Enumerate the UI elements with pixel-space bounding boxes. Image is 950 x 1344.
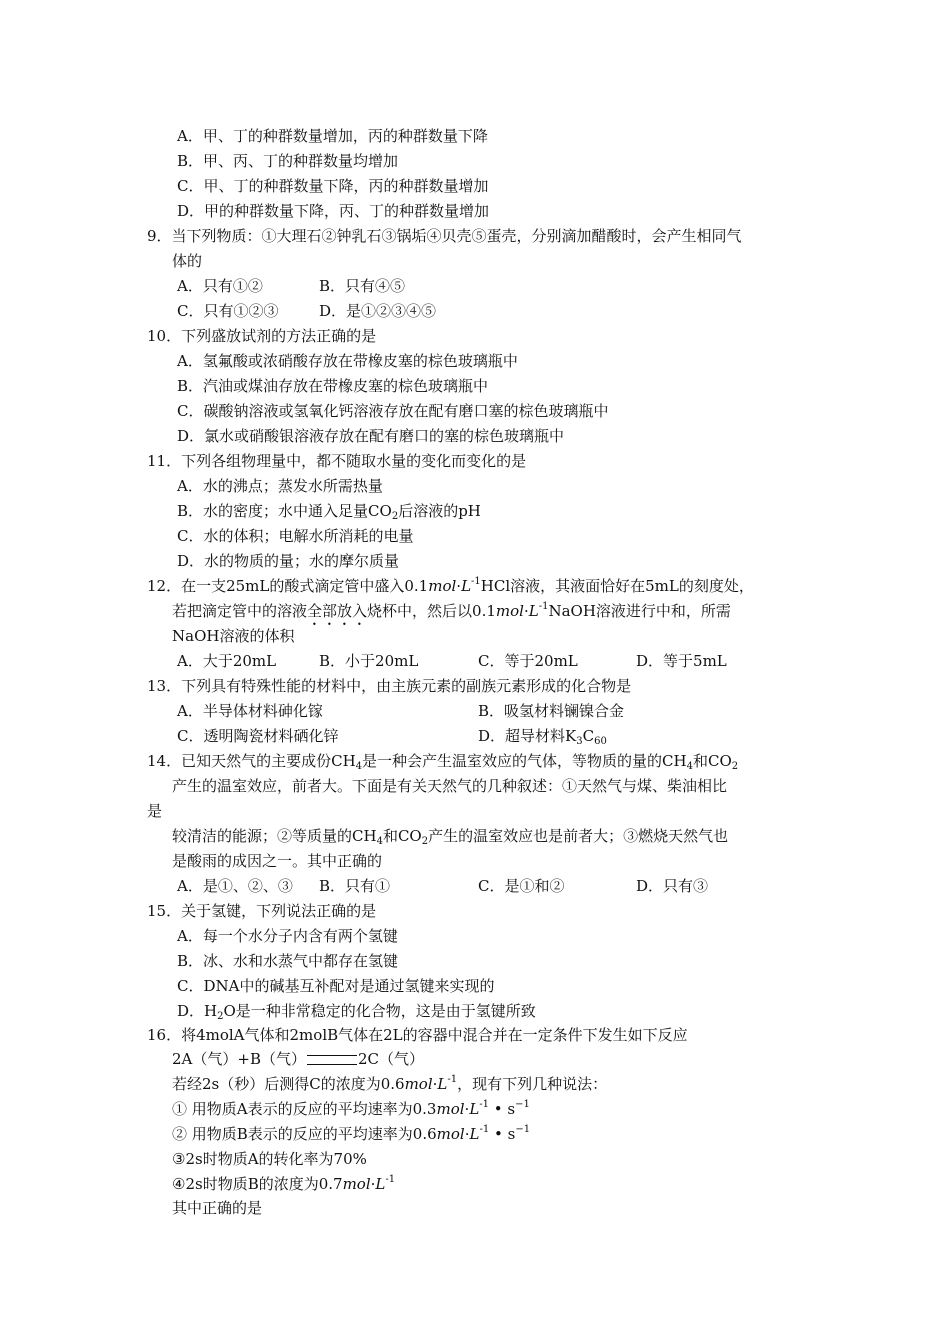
q12-stem-line3: NaOH溶液的体积 [172,627,295,645]
q14-stem-line3: 是 [147,802,163,820]
q13-option-a: A．半导体材料砷化镓 [177,702,323,720]
q16-statement-1: ① 用物质A表示的反应的平均速率为$0.3mol\cdot L^{-1}$ • $s^{-1}$ [172,1099,530,1118]
q16-equation: 2A（气）+B（气） 2C（气） [172,1050,424,1068]
q11-option-b: B．水的密度；水中通入足量$CO_2$后溶液的pH [177,502,481,522]
q14-option-c: C．是①和② [478,877,565,895]
q8-option-a: A．甲、丁的种群数量增加，丙的种群数量下降 [177,127,488,145]
q9-stem-line1: 9．当下列物质：①大理石②钟乳石③锅垢④贝壳⑤蛋壳，分别滴加醋酸时，会产生相同气 [147,227,742,245]
q12-option-b: B．小于20mL [319,652,419,670]
q10-option-d: D．氯水或硝酸银溶液存放在配有磨口的塞的棕色玻璃瓶中 [177,427,565,445]
q9-option-d: D．是①②③④⑤ [319,302,437,320]
q11-option-c: C．水的体积；电解水所消耗的电量 [177,527,414,545]
q13-stem: 13．下列具有特殊性能的材料中，由主族元素的副族元素形成的化合物是 [147,677,632,695]
q14-option-b: B．只有① [319,877,391,895]
q16-statement-2: ② 用物质B表示的反应的平均速率为$0.6mol\cdot L^{-1}$ • $s^{-1}$ [172,1124,531,1143]
q14-option-d: D．只有③ [636,877,709,895]
q14-stem-line4: 较清洁的能源；②等质量的$CH_4$和$CO_2$产生的温室效应也是前者大；③燃烧天然气也 [172,827,729,847]
q8-option-b: B．甲、丙、丁的种群数量均增加 [177,152,399,170]
q16-statement-3: ③2s时物质A的转化率为70% [172,1150,367,1168]
q15-option-b: B．冰、水和水蒸气中都存在氢键 [177,952,399,970]
q10-option-a: A．氢氟酸或浓硝酸存放在带橡皮塞的棕色玻璃瓶中 [177,352,518,370]
q9-option-c: C．只有①②③ [177,302,279,320]
q8-option-c: C．甲、丁的种群数量下降，丙的种群数量增加 [177,177,489,195]
q13-option-c: C．透明陶瓷材料硒化锌 [177,727,339,745]
q9-option-a: A．只有①② [177,277,263,295]
q9-stem-line2: 体的 [172,252,203,270]
q16-stem: 16．将4molA气体和2molB气体在2L的容器中混合并在一定条件下发生如下反应 [147,1026,688,1044]
q12-option-a: A．大于20mL [177,652,277,670]
q12-option-d: D．等于5mL [636,652,727,670]
q12-stem-line2: 若把滴定管中的溶液全部放入烧杯中，然后以$0.1mol\cdot L^{-1}NaOH$溶液进行中和，所需 [172,601,731,620]
q13-option-d: D．超导材料$K_3C_{60}$ [478,727,607,747]
q11-option-d: D．水的物质的量；水的摩尔质量 [177,552,400,570]
q10-option-b: B．汽油或煤油存放在带橡皮塞的棕色玻璃瓶中 [177,377,489,395]
q12-option-c: C．等于20mL [478,652,578,670]
q15-option-d: D．$H_2O$是一种非常稳定的化合物，这是由于氢键所致 [177,1002,536,1022]
q13-option-b: B．吸氢材料镧镍合金 [478,702,625,720]
q15-option-a: A．每一个水分子内含有两个氢键 [177,927,398,945]
reaction-arrow [307,1055,357,1065]
q14-stem-line5: 是酸雨的成因之一。其中正确的 [172,852,383,870]
q16-closing: 其中正确的是 [172,1199,263,1217]
q8-option-d: D．甲的种群数量下降，丙、丁的种群数量增加 [177,202,490,220]
q14-stem-line2: 产生的温室效应，前者大。下面是有关天然气的几种叙述：①天然气与煤、柴油相比 [172,777,728,795]
q9-option-b: B．只有④⑤ [319,277,406,295]
q10-stem: 10．下列盛放试剂的方法正确的是 [147,327,377,345]
q14-option-a: A．是①、②、③ [177,877,293,895]
q11-option-a: A．水的沸点；蒸发水所需热量 [177,477,383,495]
q16-statement-4: ④2s时物质B的浓度为$0.7mol\cdot L^{-1}$ [172,1174,396,1193]
q15-option-c: C．DNA中的碱基互补配对是通过氢键来实现的 [177,977,495,995]
q16-condition: 若经2s（秒）后测得C的浓度为$0.6mol\cdot L^{-1}$，现有下列几种说法： [172,1074,608,1093]
q15-stem: 15．关于氢键，下列说法正确的是 [147,902,377,920]
q14-stem-line1: 14．已知天然气的主要成份$CH_4$是一种会产生温室效应的气体，等物质的量的$CH_4$和$CO_2$ [147,752,739,772]
q12-stem-line1: 12．在一支25mL的酸式滴定管中盛入$0.1mol\cdot L^{-1}HCl$溶液，其液面恰好在5mL的刻度处， [147,576,754,595]
q11-stem: 11．下列各组物理量中，都不随取水量的变化而变化的是 [147,452,527,470]
q10-option-c: C．碳酸钠溶液或氢氧化钙溶液存放在配有磨口塞的棕色玻璃瓶中 [177,402,609,420]
